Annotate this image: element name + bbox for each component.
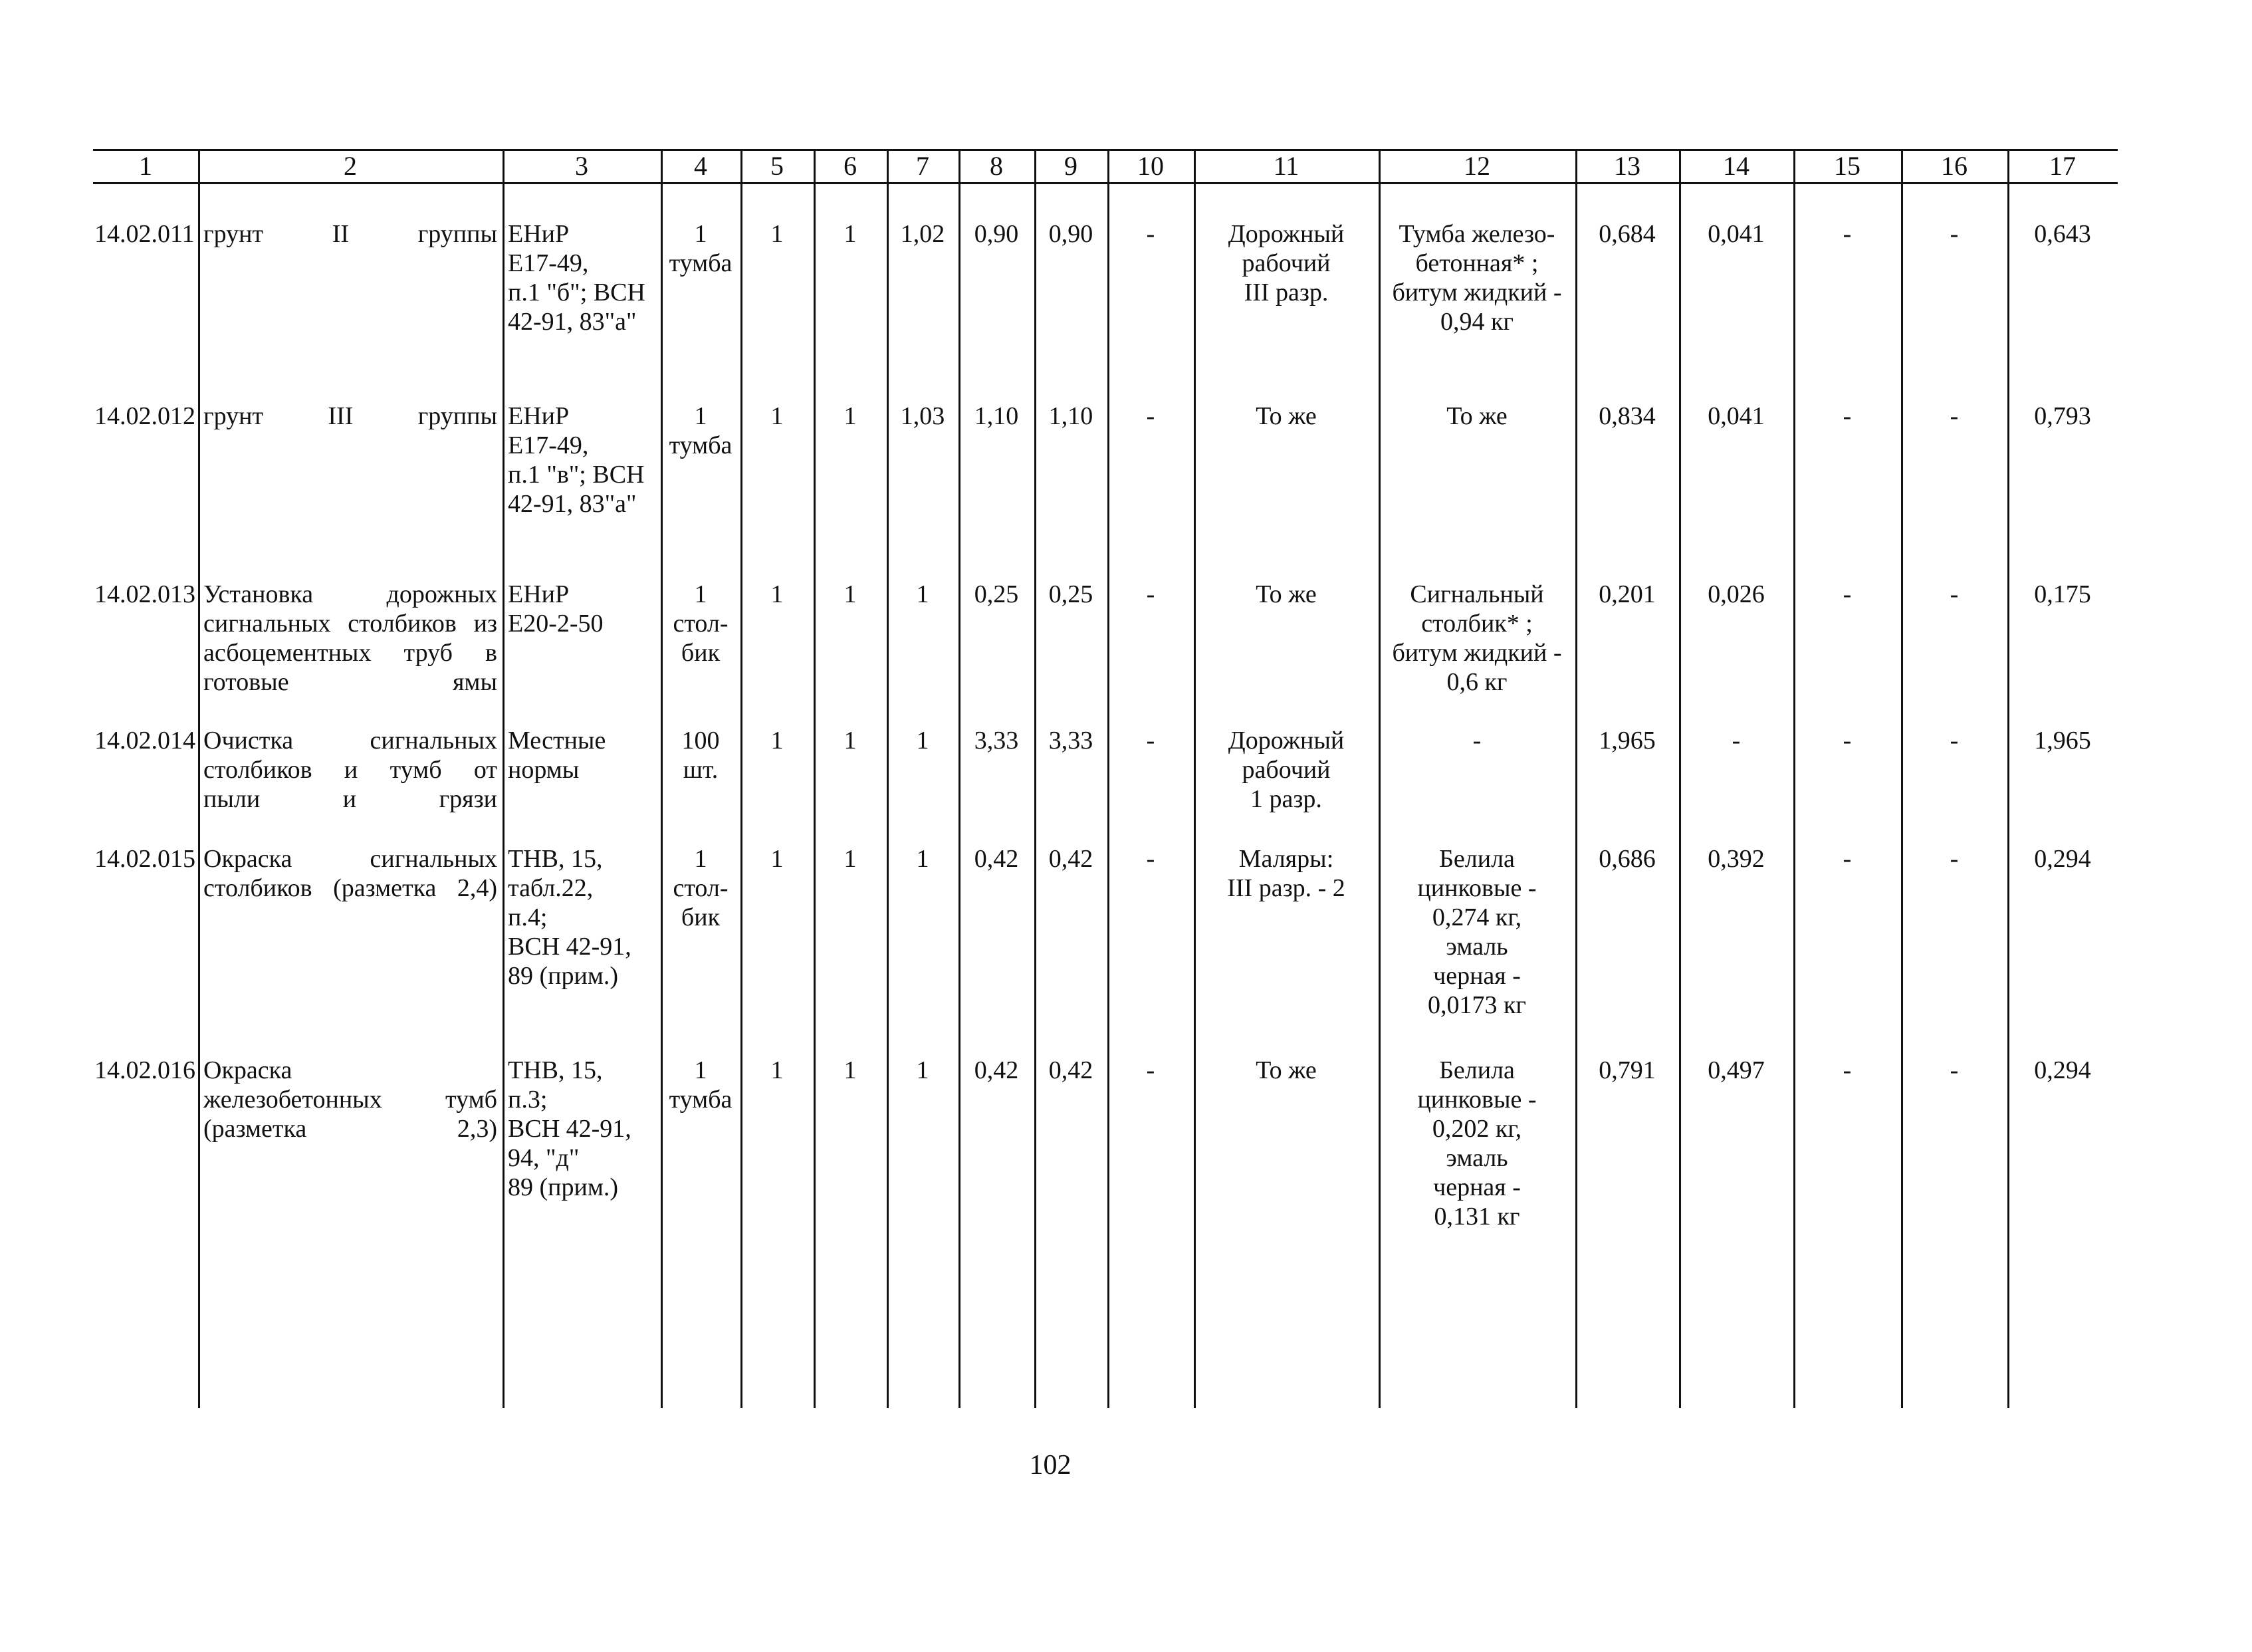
cell-col-17: 0,793 <box>2034 402 2091 430</box>
cell-col-8: 3,33 <box>974 727 1019 755</box>
cell-norm-source: ЕНиР Е17-49, п.1 "б"; ВСН 42-91, 83"а" <box>508 220 645 336</box>
column-divider <box>1679 149 1681 1408</box>
cell-col-5: 1 <box>770 1056 784 1084</box>
column-header-9: 9 <box>1064 151 1077 181</box>
cell-materials: Тумба железо- бетонная* ; битум жидкий - 0,94 кг <box>1392 220 1562 336</box>
column-header-2: 2 <box>344 151 357 181</box>
cell-col-14: 0,497 <box>1708 1056 1765 1084</box>
cell-col-7: 1 <box>916 580 929 608</box>
column-header-11: 11 <box>1273 151 1299 181</box>
cell-norm-source: ЕНиР Е20-2-50 <box>508 580 604 638</box>
cell-col-9: 1,10 <box>1048 402 1093 430</box>
cell-col-14: 0,041 <box>1708 220 1765 248</box>
column-divider <box>2007 149 2009 1408</box>
column-divider <box>958 149 960 1408</box>
cell-workers: То же <box>1256 1056 1317 1084</box>
cell-col-5: 1 <box>770 727 784 755</box>
cell-col-14: 0,041 <box>1708 402 1765 430</box>
cell-col-10: - <box>1146 402 1155 430</box>
cell-col-5: 1 <box>770 580 784 608</box>
column-header-10: 10 <box>1137 151 1164 181</box>
cell-col-9: 0,42 <box>1048 1056 1093 1084</box>
cell-col-13: 0,201 <box>1599 580 1656 608</box>
column-divider <box>198 149 200 1408</box>
cell-col-6: 1 <box>844 220 857 248</box>
cell-col-9: 0,25 <box>1048 580 1093 608</box>
cell-work-name: Установка дорожных сигнальных столбиков из асбоцементных труб в готовые ямы <box>203 580 497 696</box>
cell-materials: Сигнальный столбик* ; битум жидкий - 0,6 кг <box>1392 580 1562 696</box>
column-divider <box>740 149 742 1408</box>
column-header-12: 12 <box>1464 151 1490 181</box>
column-header-13: 13 <box>1614 151 1640 181</box>
cell-col-9: 0,90 <box>1048 220 1093 248</box>
column-header-15: 15 <box>1834 151 1860 181</box>
cell-unit: 1 тумба <box>669 402 732 459</box>
cell-col-6: 1 <box>844 402 857 430</box>
cell-col-5: 1 <box>770 845 784 873</box>
cell-col-15: - <box>1843 402 1852 430</box>
cell-col-15: - <box>1843 727 1852 755</box>
cell-col-7: 1,02 <box>900 220 945 248</box>
cell-workers: То же <box>1256 580 1317 608</box>
cell-workers: Маляры: III разр. - 2 <box>1227 845 1345 902</box>
cell-work-name: Очистка сигнальных столбиков и тумб от пыли и грязи <box>203 727 497 813</box>
cell-col-6: 1 <box>844 727 857 755</box>
cell-col-13: 0,791 <box>1599 1056 1656 1084</box>
cell-col-10: - <box>1146 1056 1155 1084</box>
cell-materials: Белила цинковые - 0,274 кг, эмаль черная - 0,0173 кг <box>1417 845 1537 1019</box>
column-header-17: 17 <box>2049 151 2076 181</box>
cell-col-7: 1 <box>916 845 929 873</box>
cell-col-17: 1,965 <box>2034 727 2091 755</box>
cell-norm-source: ЕНиР Е17-49, п.1 "в"; ВСН 42-91, 83"а" <box>508 402 645 518</box>
column-divider <box>1107 149 1109 1408</box>
page-number: 102 <box>1029 1450 1071 1480</box>
cell-col-7: 1 <box>916 1056 929 1084</box>
cell-workers: Дорожный рабочий 1 разр. <box>1228 727 1345 813</box>
cell-materials: - <box>1472 727 1482 755</box>
cell-work-name: грунт III группы <box>203 402 497 430</box>
cell-unit: 1 тумба <box>669 1056 732 1114</box>
cell-norm-source: ТНВ, 15, п.3; ВСН 42-91, 94, "д" 89 (прим.) <box>508 1056 631 1201</box>
cell-norm-source: Местные нормы <box>508 727 606 784</box>
cell-col-9: 3,33 <box>1048 727 1093 755</box>
cell-code: 14.02.015 <box>94 845 195 873</box>
cell-col-17: 0,294 <box>2034 845 2091 873</box>
cell-col-17: 0,643 <box>2034 220 2091 248</box>
cell-work-name: Окраска железобетонных тумб (разметка 2,3) <box>203 1056 497 1143</box>
cell-code: 14.02.016 <box>94 1056 195 1084</box>
column-header-16: 16 <box>1941 151 1968 181</box>
cell-col-5: 1 <box>770 220 784 248</box>
cell-col-16: - <box>1950 727 1959 755</box>
cell-materials: Белила цинковые - 0,202 кг, эмаль черная - 0,131 кг <box>1417 1056 1537 1231</box>
table-header-rule <box>93 182 2118 184</box>
column-header-4: 4 <box>694 151 707 181</box>
cell-col-6: 1 <box>844 845 857 873</box>
cell-col-13: 0,686 <box>1599 845 1656 873</box>
cell-col-8: 0,42 <box>974 845 1019 873</box>
cell-col-14: 0,392 <box>1708 845 1765 873</box>
cell-col-8: 0,42 <box>974 1056 1019 1084</box>
table-top-rule <box>93 149 2118 151</box>
column-divider <box>1901 149 1903 1408</box>
cell-col-5: 1 <box>770 402 784 430</box>
cell-code: 14.02.012 <box>94 402 195 430</box>
cell-col-7: 1 <box>916 727 929 755</box>
column-divider <box>1034 149 1036 1408</box>
column-header-7: 7 <box>916 151 929 181</box>
column-header-1: 1 <box>139 151 152 181</box>
cell-col-8: 1,10 <box>974 402 1019 430</box>
cell-col-13: 0,834 <box>1599 402 1656 430</box>
cell-col-16: - <box>1950 1056 1959 1084</box>
column-divider <box>814 149 816 1408</box>
column-header-5: 5 <box>770 151 784 181</box>
cell-code: 14.02.013 <box>94 580 195 608</box>
column-divider <box>1575 149 1577 1408</box>
cell-col-16: - <box>1950 402 1959 430</box>
cell-col-16: - <box>1950 580 1959 608</box>
column-divider <box>887 149 889 1408</box>
cell-unit: 1 стол- бик <box>673 580 729 667</box>
cell-unit: 1 тумба <box>669 220 732 277</box>
cell-norm-source: ТНВ, 15, табл.22, п.4; ВСН 42-91, 89 (прим.) <box>508 845 631 990</box>
cell-col-6: 1 <box>844 580 857 608</box>
cell-col-15: - <box>1843 580 1852 608</box>
cell-unit: 100 шт. <box>681 727 720 784</box>
cell-col-10: - <box>1146 727 1155 755</box>
column-header-14: 14 <box>1723 151 1749 181</box>
cell-col-7: 1,03 <box>900 402 945 430</box>
cell-col-14: 0,026 <box>1708 580 1765 608</box>
cell-col-13: 0,684 <box>1599 220 1656 248</box>
cell-col-10: - <box>1146 220 1155 248</box>
cell-col-8: 0,90 <box>974 220 1019 248</box>
cell-workers: То же <box>1256 402 1317 430</box>
cell-col-16: - <box>1950 845 1959 873</box>
cell-col-6: 1 <box>844 1056 857 1084</box>
cell-col-15: - <box>1843 845 1852 873</box>
cell-col-15: - <box>1843 1056 1852 1084</box>
cell-col-15: - <box>1843 220 1852 248</box>
cell-materials: То же <box>1446 402 1508 430</box>
cell-col-13: 1,965 <box>1599 727 1656 755</box>
column-divider <box>503 149 505 1408</box>
column-divider <box>1793 149 1795 1408</box>
cell-col-17: 0,175 <box>2034 580 2091 608</box>
cell-col-9: 0,42 <box>1048 845 1093 873</box>
cell-code: 14.02.014 <box>94 727 195 755</box>
cell-workers: Дорожный рабочий III разр. <box>1228 220 1345 306</box>
cell-col-10: - <box>1146 580 1155 608</box>
cell-work-name: Окраска сигнальных столбиков (разметка 2,4) <box>203 845 497 902</box>
cell-col-16: - <box>1950 220 1959 248</box>
cell-col-10: - <box>1146 845 1155 873</box>
cell-work-name: грунт II группы <box>203 220 497 248</box>
cell-col-17: 0,294 <box>2034 1056 2091 1084</box>
cell-col-8: 0,25 <box>974 580 1019 608</box>
cell-unit: 1 стол- бик <box>673 845 729 931</box>
column-header-3: 3 <box>575 151 588 181</box>
cell-code: 14.02.011 <box>94 220 195 248</box>
column-header-6: 6 <box>844 151 857 181</box>
column-header-8: 8 <box>990 151 1003 181</box>
cell-col-14: - <box>1732 727 1741 755</box>
